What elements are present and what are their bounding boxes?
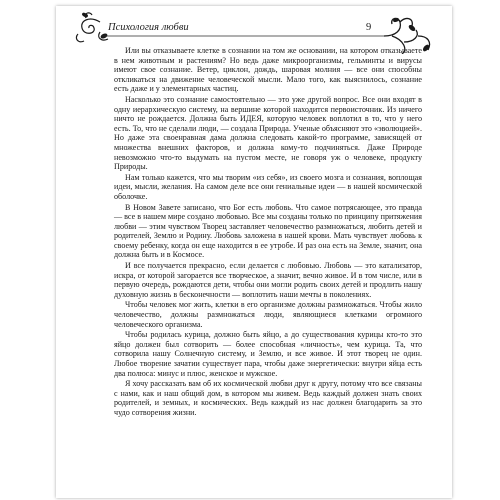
paragraph: Насколько это сознание самостоятельно — это уже другой вопрос. Все они входят в одну иерархическую систему, на вершине которой находится первоисточник. Из ничего ничто не рождается. Должна быть ИДЕЯ, которую человек воплотил в то, что у него есть. То, что не сделали люди, — создала Природа. Ученые объясняют это «эволюцией». Но даже эта своенравная дама должна следовать какой-то программе, зависящей от множества внешних факторов, и должна кому-то подчиняться. Даже Природе невозможно что-то выдумать на пустом месте, не говоря уж о человеке, продукту Природы. xyxy=(114,94,422,172)
paragraph: Чтобы человек мог жить, клетки в его организме должны размножаться. Чтобы жило человечество, должны размножаться люди, являющиеся клетками огромного человеческого организма. xyxy=(114,300,422,329)
paragraph: И все получается прекрасно, если делается с любовью. Любовь — это катализатор, искра, от которой загорается все творческое, а значит, вечно живое. И в том числе, или в первую очередь, рождаются дети, чтобы они могли родить своих детей и продлить нашу духовную жизнь в бесконечности — воплотить наши мечты в поколениях. xyxy=(114,261,422,299)
paragraph: В Новом Завете записано, что Бог есть любовь. Что самое потрясающее, это правда — все в нашем мире создано любовью. Все мы созданы только по принципу притяжения любви — этим чувством Творец заставляет человечество размножаться, любить детей и родителей, Землю и Родину. Любовь заложена в нашей крови. Мать чувствует любовь к своему ребенку, когда он еще находится в ее утробе. И раз она есть на Земле, значит, она должна быть и в Космосе. xyxy=(114,202,422,260)
paragraph: Я хочу рассказать вам об их космической любви друг к другу, потому что все связаны с нами, как и наш общий дом, в котором мы живем. Ведь каждый должен знать своих родителей, и земных, и космических. Ведь каждый из нас должен благодарить за это чудо сотворения жизни. xyxy=(114,379,422,417)
paragraph: Или вы отказываете клетке в сознании на том же основании, на котором отказываете в нем животным и растениям? Но ведь даже микроорганизмы, гельминты и вирусы имеют свое сознание. Ветер, циклон, дождь, шаровая молния — все они способны откликаться на движение человеческой мысли. Мало того, как выяснилось, сознание есть даже и у элементарных частиц. xyxy=(114,46,422,94)
paragraph: Нам только кажется, что мы творим «из себя», из своего мозга и сознания, воплощая идеи, мысли, желания. На самом деле все они гениальные идеи — в нашей космической оболочке. xyxy=(114,172,422,201)
ornament-left-icon xyxy=(76,13,108,42)
paragraph: Чтобы родилась курица, должно быть яйцо, а до существования курицы кто-то это яйцо должен был сотворить — более способная «личность», чем курица. Та, что сотворила нашу Солнечную систему, и Землю, и все живое. И этот творец не один. Любое творение зачатии существует пара, чтобы даже энергетически: внутри яйца есть два полюса: минус и плюс, женское и мужское. xyxy=(114,330,422,378)
book-page xyxy=(56,6,452,498)
body-text xyxy=(114,46,422,419)
page-number: 9 xyxy=(366,22,372,33)
running-title: Психология любви xyxy=(108,22,189,33)
